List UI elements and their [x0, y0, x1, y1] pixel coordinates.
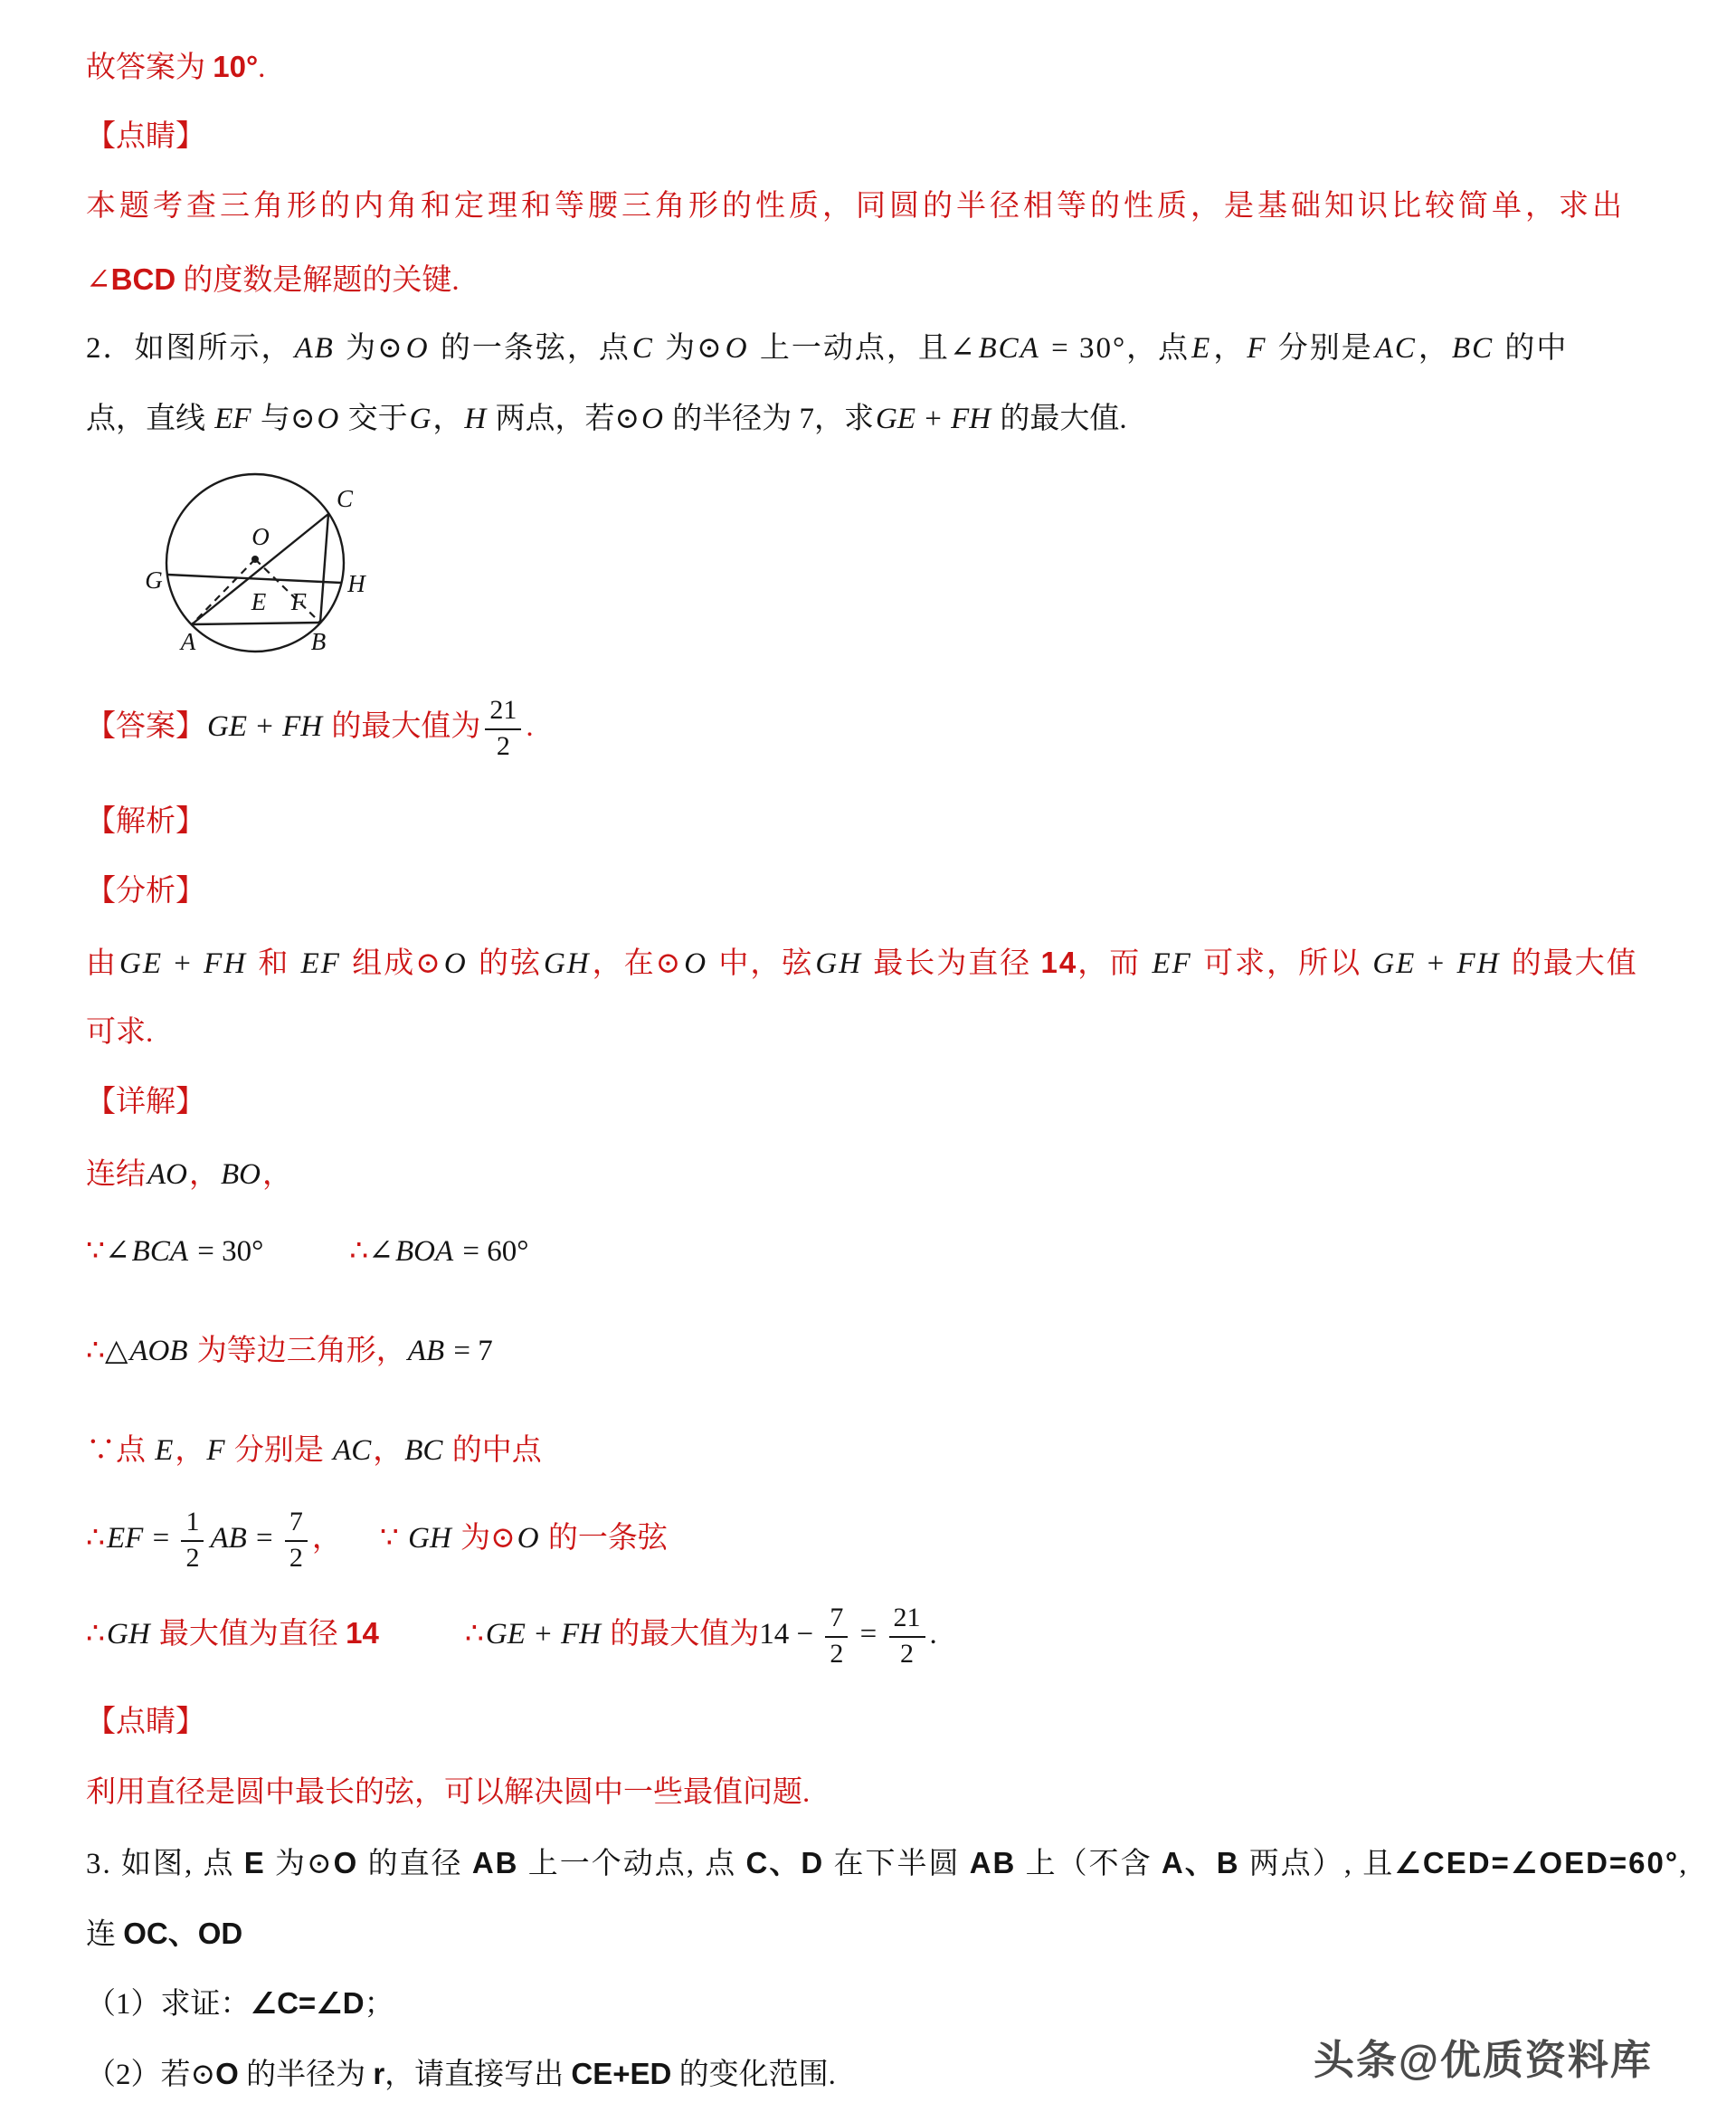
text-segment: 上（不含 — [1016, 1848, 1162, 1880]
text-segment: 的最大值为 — [602, 1618, 760, 1651]
text-segment: = — [145, 1522, 177, 1555]
text-segment: 为⊙ — [452, 1522, 516, 1555]
text-segment: O — [443, 947, 468, 980]
label-A: A — [180, 628, 196, 655]
text-segment: H — [464, 403, 487, 435]
text-segment: 的中 — [1495, 332, 1569, 365]
text-segment: ，在⊙ — [592, 947, 683, 980]
text-segment: ∠ — [368, 1235, 394, 1268]
fraction — [285, 1507, 308, 1574]
fraction-numerator: 21 — [889, 1603, 925, 1638]
label-F: F — [290, 588, 307, 615]
remark-line-2 — [86, 258, 1660, 303]
text-segment: = 30° — [1041, 332, 1127, 365]
text-segment: = 30° — [189, 1235, 264, 1268]
text-segment: GE — [876, 403, 916, 435]
text-segment: GE — [1372, 947, 1417, 980]
label-G: G — [145, 566, 163, 594]
text-segment: + — [249, 710, 281, 743]
text-segment: BOA — [394, 1235, 454, 1268]
text-segment: ∵ — [379, 1522, 407, 1555]
text-segment: 为⊙ — [655, 332, 724, 365]
text-segment: 为⊙ — [336, 332, 404, 365]
text-segment: = 60° — [455, 1235, 529, 1268]
label-C: C — [336, 485, 354, 512]
text-segment: 上一个动点, 点 — [518, 1848, 746, 1880]
text-segment: C — [631, 332, 654, 365]
dianjing-header-2 — [86, 1701, 1660, 1745]
text-segment: + — [526, 1618, 560, 1651]
text-segment: 2．如图所示， — [86, 332, 293, 365]
text-segment: 【点睛】 — [86, 1706, 205, 1738]
text-segment: ， — [262, 1158, 292, 1191]
text-segment: GH — [408, 1522, 451, 1555]
text-segment: , — [1679, 1848, 1689, 1880]
text-segment: ； — [364, 1988, 394, 2021]
text-segment: ∴ — [86, 1522, 105, 1555]
text-segment: O — [684, 947, 708, 980]
text-segment: AB — [471, 1846, 519, 1879]
fraction-numerator: 7 — [285, 1507, 308, 1542]
text-segment: G — [409, 403, 432, 435]
text-segment: 的半径为 — [238, 2059, 374, 2091]
text-segment: C、D — [745, 1846, 825, 1879]
text-segment: 连结 — [86, 1158, 146, 1191]
jiexi-header — [86, 801, 1660, 844]
problem2-line-1 — [86, 328, 1660, 371]
text-segment: 的中点 — [444, 1434, 542, 1467]
text-segment: O — [333, 1846, 359, 1879]
text-segment: . — [526, 710, 534, 743]
text-segment: ∵点 — [86, 1434, 154, 1467]
text-segment: 【解析】 — [86, 805, 205, 838]
fraction-denominator: 2 — [496, 730, 510, 761]
label-B: B — [310, 628, 327, 655]
text-segment: E — [155, 1434, 174, 1467]
text-segment: 故答案为 — [86, 52, 213, 84]
text-segment: ∠ — [86, 264, 111, 297]
text-segment: AB — [210, 1522, 247, 1555]
text-segment: 为等边三角形， — [189, 1335, 406, 1367]
text-segment: EF — [1152, 947, 1192, 980]
remark-line-3 — [86, 1772, 1660, 1815]
text-segment: 在下半圆 — [824, 1848, 970, 1880]
text-segment: GH — [815, 947, 863, 980]
text-segment: E — [243, 1846, 266, 1879]
problem2-line-2 — [86, 398, 1660, 442]
text-segment: 分别是 — [226, 1434, 332, 1467]
dianjing-header-1 — [86, 116, 1660, 159]
text-segment: . — [929, 1618, 937, 1651]
text-segment: 的半径为 — [665, 403, 800, 435]
text-segment: O — [405, 332, 430, 365]
text-segment: 分别是 — [1268, 332, 1373, 365]
text-segment: 的度数是解题的关键. — [175, 264, 460, 297]
text-segment: ，而 — [1077, 947, 1151, 980]
text-segment: + — [917, 403, 950, 435]
text-segment: O — [725, 332, 749, 365]
text-segment: △ — [105, 1335, 128, 1367]
text-segment: AB — [294, 332, 335, 365]
text-segment: O — [517, 1522, 539, 1555]
fraction-denominator: 2 — [900, 1638, 915, 1669]
chord-GH — [167, 575, 341, 583]
text-segment: 的最大值 — [1502, 947, 1638, 980]
circle-diagram — [118, 451, 407, 680]
detail-line-5 — [86, 1493, 1660, 1584]
text-segment: FH — [204, 947, 248, 980]
text-segment: = 7 — [446, 1335, 493, 1367]
fraction-denominator: 2 — [185, 1542, 200, 1573]
text-segment: BCA — [978, 332, 1040, 365]
text-segment: ，求 — [814, 403, 875, 435]
text-segment: ， — [189, 1158, 219, 1191]
text-segment: 连 — [86, 1918, 124, 1951]
text-segment: 交于 — [340, 403, 408, 435]
text-segment: 由 — [86, 947, 118, 980]
text-segment: BC — [404, 1434, 443, 1467]
text-segment: + — [165, 947, 203, 980]
text-segment: 10° — [213, 50, 259, 83]
text-segment: FH — [951, 403, 991, 435]
fenxi-header — [86, 870, 1660, 914]
fraction-numerator: 1 — [181, 1507, 204, 1542]
detail-line-1 — [86, 1154, 1660, 1197]
text-segment: F — [1247, 332, 1267, 365]
text-segment: 7 — [799, 403, 815, 435]
text-segment: F — [206, 1434, 225, 1467]
text-segment: EF — [300, 947, 341, 980]
text-segment: 上一动点，且∠ — [750, 332, 977, 365]
text-segment: AC — [1374, 332, 1417, 365]
text-segment: 和 — [249, 947, 299, 980]
text-segment: 的直径 — [358, 1848, 472, 1880]
text-segment: FH — [282, 710, 323, 743]
text-segment: 【详解】 — [86, 1086, 205, 1118]
text-segment: 的最大值. — [992, 403, 1127, 435]
fraction-denominator: 2 — [830, 1638, 844, 1669]
detail-line-6 — [86, 1588, 1660, 1679]
text-segment: GE — [485, 1618, 526, 1651]
text-segment: FH — [561, 1618, 602, 1651]
text-segment: AC — [333, 1434, 372, 1467]
text-segment: 最长为直径 — [864, 947, 1041, 980]
text-segment: 14 — [1040, 946, 1078, 979]
text-segment: EF — [214, 403, 251, 435]
chord-BC — [320, 514, 328, 623]
problem3-part-1 — [86, 1982, 1660, 2027]
problem3-line-1 — [86, 1841, 1689, 1887]
analysis-line-2 — [86, 1012, 1660, 1055]
text-segment: 利用直径是圆中最长的弦，可以解决圆中一些最值问题. — [86, 1776, 811, 1809]
text-segment: = — [852, 1618, 885, 1651]
fraction-denominator: 2 — [289, 1542, 303, 1573]
text-segment: CE+ED — [571, 2057, 672, 2090]
detail-line-4 — [86, 1430, 1660, 1473]
answer-header-line — [86, 681, 1660, 772]
problem3-line-2 — [86, 1912, 1660, 1957]
text-segment: ，点 — [1126, 332, 1191, 365]
label-O: O — [251, 523, 270, 550]
text-segment: ∵ — [86, 1235, 105, 1268]
text-segment: ∴ — [349, 1235, 369, 1268]
xiangjie-header — [86, 1081, 1660, 1125]
text-segment: 两点）, 且 — [1239, 1848, 1395, 1880]
text-segment: 14 − — [759, 1618, 821, 1651]
text-segment: FH — [1456, 947, 1501, 980]
detail-line-2 — [86, 1231, 1660, 1274]
text-segment: ， — [432, 403, 463, 435]
text-segment: 与⊙ — [252, 403, 316, 435]
text-segment: 点，直线 — [86, 403, 213, 435]
text-segment: 中，弦 — [709, 947, 814, 980]
text-segment: ∴ — [464, 1618, 484, 1651]
text-segment: ， — [175, 1434, 205, 1467]
center-point — [251, 556, 259, 563]
text-segment: = — [248, 1522, 280, 1555]
text-segment: O — [215, 2057, 239, 2090]
text-segment: 【答案】 — [86, 710, 205, 743]
text-segment: 两点，若⊙ — [488, 403, 640, 435]
text-segment: 可求，所以 — [1193, 947, 1371, 980]
text-segment: ∴ — [86, 1618, 105, 1651]
text-segment: （2）若⊙ — [86, 2059, 216, 2091]
text-segment: AO — [147, 1158, 187, 1191]
text-segment: ， — [311, 1522, 342, 1555]
text-segment: 3. 如图, 点 — [86, 1848, 244, 1880]
label-E: E — [251, 588, 267, 615]
fraction-numerator: 21 — [485, 695, 521, 730]
text-segment: A、B — [1161, 1846, 1240, 1879]
text-segment: AB — [407, 1335, 445, 1367]
text-segment: GH — [543, 947, 591, 980]
fraction — [889, 1603, 925, 1670]
text-segment: GH — [107, 1618, 150, 1651]
text-segment: ， — [1213, 332, 1246, 365]
text-segment: O — [641, 403, 664, 435]
text-segment: 可求. — [86, 1016, 154, 1049]
text-segment: BC — [1451, 332, 1494, 365]
text-segment: 的一条弦，点 — [431, 332, 631, 365]
text-segment: AOB — [129, 1335, 188, 1367]
text-segment: GE — [207, 710, 247, 743]
text-segment: r — [373, 2057, 385, 2090]
fraction — [485, 695, 521, 762]
analysis-line-1 — [86, 941, 1660, 986]
text-segment: 的最大值为 — [324, 710, 481, 743]
text-segment: 的一条弦 — [540, 1522, 668, 1555]
text-segment: ∴ — [86, 1335, 105, 1367]
text-segment: ∠ — [105, 1235, 130, 1268]
text-segment: 为⊙ — [265, 1848, 334, 1880]
fraction-numerator: 7 — [825, 1603, 848, 1638]
chord-AB — [192, 623, 320, 624]
text-segment: + — [1418, 947, 1456, 980]
text-segment: ， — [1418, 332, 1450, 365]
text-segment: 最大值为直径 — [151, 1618, 346, 1651]
label-H: H — [347, 570, 365, 597]
text-segment: ∠C=∠D — [250, 1986, 365, 2020]
detail-line-3 — [86, 1330, 1660, 1374]
text-segment: OC、OD — [123, 1917, 243, 1950]
fraction — [825, 1603, 848, 1670]
text-segment: ∠CED=∠OED=60° — [1394, 1846, 1680, 1879]
text-segment: 【点睛】 — [86, 120, 205, 153]
text-segment: BCA — [131, 1235, 188, 1268]
text-segment: ，请直接写出 — [384, 2059, 572, 2091]
text-segment: BO — [221, 1158, 261, 1191]
text-segment: 的变化范围. — [671, 2059, 836, 2091]
text-segment: ， — [373, 1434, 403, 1467]
radius-OA-dashed — [192, 559, 255, 624]
fraction — [181, 1507, 204, 1574]
text-segment: 本题考查三角形的内角和定理和等腰三角形的性质，同圆的半径相等的性质，是基础知识比较简单，求出 — [86, 190, 1626, 223]
watermark: 头条@优质资料库 — [1314, 2037, 1653, 2083]
text-segment: AB — [969, 1846, 1017, 1879]
text-segment: 14 — [346, 1616, 379, 1650]
text-segment: O — [317, 403, 339, 435]
text-segment: BCD — [110, 262, 176, 296]
text-segment: 【分析】 — [86, 875, 205, 908]
text-segment: GE — [119, 947, 163, 980]
remark-line-1 — [86, 186, 1660, 229]
text-segment: 组成⊙ — [342, 947, 442, 980]
text-segment: . — [258, 52, 266, 84]
answer-10-line — [86, 45, 1660, 90]
text-segment: E — [1191, 332, 1212, 365]
text-segment: 的弦 — [469, 947, 542, 980]
text-segment: （1）求证： — [86, 1988, 251, 2021]
text-segment: EF — [107, 1522, 144, 1555]
